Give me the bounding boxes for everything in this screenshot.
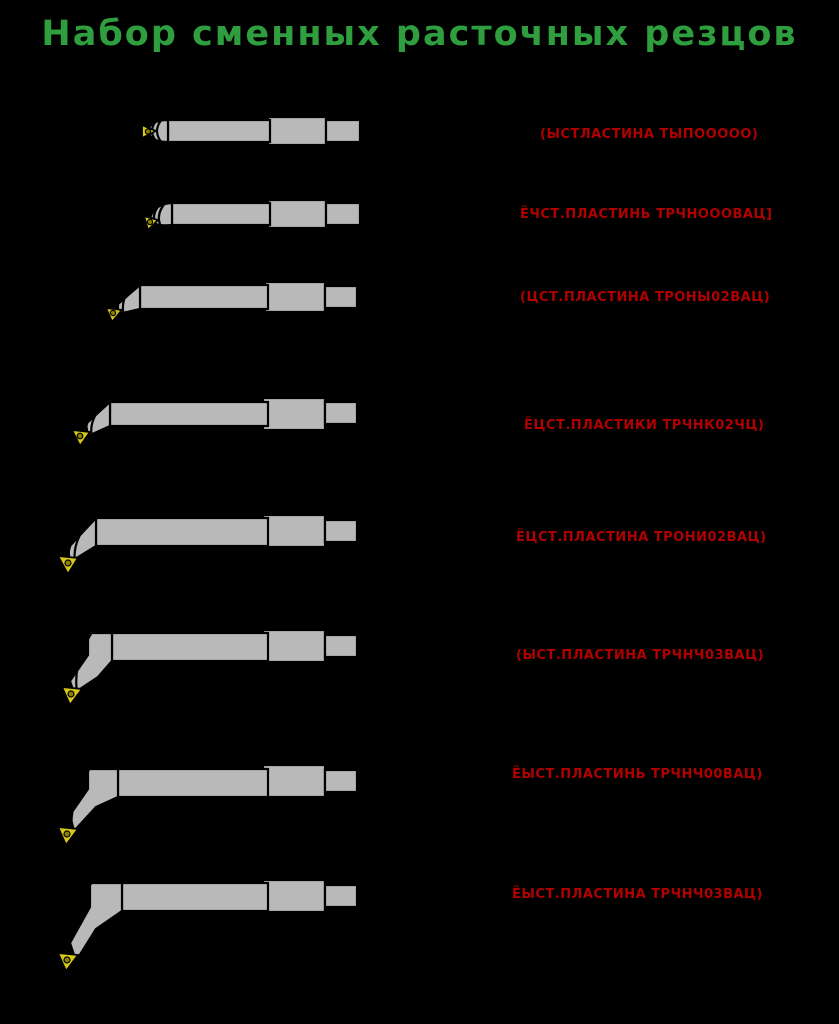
- boring-bar-5-graphic: [0, 500, 839, 620]
- tool-label-8: ЁЫСТ.ПЛАСТИНА ТРЧНЧ03ВАЦ): [512, 887, 764, 902]
- tool-row-6: [0, 615, 839, 745]
- boring-bar-4-graphic: [0, 380, 839, 500]
- tool-row-3: [0, 258, 839, 368]
- tool-label-7: ЁЫСТ.ПЛАСТИНЬ ТРЧНЧ00ВАЦ): [512, 767, 763, 782]
- tool-row-8: [0, 865, 839, 1015]
- tool-row-4: [0, 380, 839, 500]
- tool-row-5: [0, 500, 839, 620]
- tool-row-7: [0, 745, 839, 875]
- boring-bar-7-graphic: [0, 745, 839, 875]
- tool-label-2: ЁЧСТ.ПЛАСТИНЬ ТРЧНОООВАЦ]: [520, 207, 773, 222]
- boring-bar-3-graphic: [0, 258, 839, 368]
- tool-label-1: (ЫСТЛАСТИНА ТЫПООООО): [540, 127, 759, 142]
- page-title: Набор сменных расточных резцов: [41, 14, 798, 54]
- tool-label-3: (ЦСТ.ПЛАСТИНА ТРОНЫ02ВАЦ): [520, 290, 771, 305]
- tool-label-5: ЁЦСТ.ПЛАСТИНА ТРОНИ02ВАЦ): [516, 530, 767, 545]
- tool-label-6: (ЫСТ.ПЛАСТИНА ТРЧНЧ03ВАЦ): [516, 648, 765, 663]
- tool-label-4: ЁЦСТ.ПЛАСТИКИ ТРЧНК02ЧЦ): [524, 418, 765, 433]
- boring-bar-6-graphic: [0, 615, 839, 745]
